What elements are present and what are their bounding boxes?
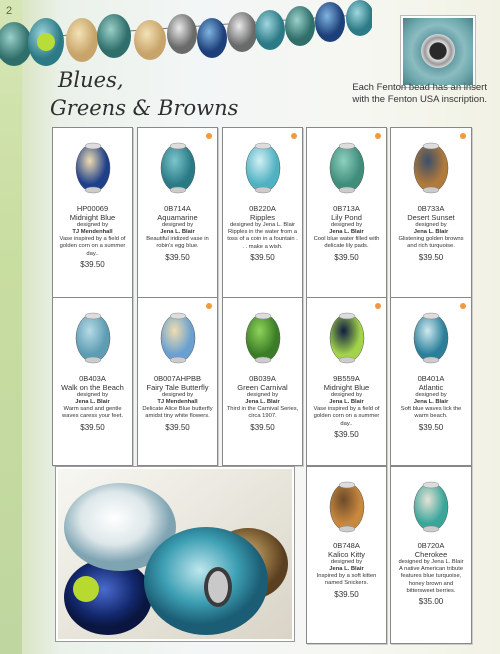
bead-image [73, 140, 113, 196]
designed-by-label: designed by [330, 392, 363, 398]
product-info [394, 204, 468, 263]
bead-image [327, 140, 367, 196]
product-description: Delicate Alice Blue butterfly amidst tiny white flowers. [142, 406, 213, 420]
designer-name: Jena L. Blair [160, 229, 195, 235]
product-info [394, 374, 468, 433]
product-name: Midnight Blue [69, 213, 116, 222]
product-code: 0B220A [249, 204, 276, 213]
beads-closeup-photo [55, 466, 295, 642]
page-number: 2 [6, 5, 13, 17]
designer-name: Jena L. Blair [245, 399, 280, 405]
product-price: $39.50 [250, 422, 275, 432]
product-price: $39.50 [418, 252, 444, 262]
product-info [56, 374, 129, 433]
bead-image [158, 310, 198, 366]
bead-image [327, 310, 367, 366]
product-info [56, 204, 129, 270]
product-price: $39.50 [334, 589, 359, 599]
new-badge-dot [375, 133, 381, 139]
product-price: $39.50 [334, 429, 359, 439]
designed-by-label: designed by [330, 222, 363, 228]
product-description: Cool blue water filled with delicate lily pads. [313, 236, 380, 250]
product-price: $39.50 [250, 252, 275, 262]
product-card [52, 297, 133, 466]
new-badge-dot [460, 303, 466, 309]
fenton-insert-photo [401, 16, 475, 87]
designer-name: Jena L. Blair [329, 399, 364, 405]
product-price: $39.50 [80, 259, 105, 269]
product-code: 0B748A [333, 541, 360, 550]
product-info [226, 374, 299, 433]
bead-strip-image [0, 0, 372, 66]
product-price: $39.50 [165, 252, 190, 262]
product-code: 0B401A [417, 374, 445, 383]
product-card [306, 466, 387, 644]
product-description: Soft blue waves lick the warm beach. [400, 406, 462, 420]
product-code: 0B713A [333, 204, 360, 213]
product-code: 0B720A [417, 541, 445, 550]
product-code: 0B007AHPBB [153, 374, 202, 383]
bead-image [411, 310, 451, 366]
product-name: Walk on the Beach [61, 383, 124, 392]
product-info [310, 541, 383, 600]
product-description: Inspired by a soft kitten named Snickers. [316, 573, 377, 587]
product-name: Cherokee [414, 550, 448, 559]
product-card [137, 297, 218, 466]
product-card [306, 297, 387, 466]
product-description: Ripples in the water from a toss of a coin in a fountain . . . make a wish. [227, 229, 298, 250]
new-badge-dot [375, 303, 381, 309]
new-badge-dot [206, 303, 212, 309]
new-badge-dot [460, 133, 466, 139]
product-description: Beautiful iridized vase in robin's egg blue. [146, 236, 209, 250]
designed-by-label: designed by [330, 559, 363, 565]
product-info [141, 204, 214, 263]
product-card [137, 127, 218, 304]
title-line-1: Blues, [58, 68, 124, 92]
product-code: 0B714A [164, 204, 191, 213]
product-description: Vase inspired by a field of golden corn on a summer day.. [313, 406, 380, 427]
designed-by-label: designed by [76, 392, 109, 398]
bead-image [411, 140, 451, 196]
bead-image [411, 479, 451, 535]
designer-name: Jena L. Blair [413, 229, 449, 235]
new-badge-dot [291, 133, 297, 139]
bead-image [243, 140, 283, 196]
bead-image [327, 479, 367, 535]
designer-name: Jena L. Blair [413, 399, 449, 405]
product-price: $39.50 [418, 422, 444, 432]
designed-by-label: designed by [76, 222, 109, 228]
product-name: Atlantic [418, 383, 444, 392]
bead-image [158, 140, 198, 196]
product-info [310, 374, 383, 440]
product-price: $39.50 [334, 252, 359, 262]
designed-by-label: designed by [161, 392, 194, 398]
designed-by-label: designed by [246, 392, 279, 398]
product-name: Lily Pond [331, 213, 362, 222]
product-info [226, 204, 299, 263]
product-card [222, 297, 303, 466]
page-title [50, 66, 239, 122]
bead-image [73, 310, 113, 366]
product-price: $39.50 [165, 422, 190, 432]
product-description: Third in the Carnival Series, circa 1907. [226, 406, 299, 420]
designer-name: Jena L. Blair [329, 566, 364, 572]
bead-image [243, 310, 283, 366]
designer-name: Jena L. Blair [75, 399, 110, 405]
product-card [222, 127, 303, 304]
product-name: Desert Sunset [407, 213, 455, 222]
designed-by-label: designed by [415, 222, 447, 228]
designed-by-label: designed by Jena L. Blair [398, 559, 464, 565]
product-code: 0B403A [79, 374, 106, 383]
product-info [310, 204, 383, 263]
designed-by-label: designed by [161, 222, 194, 228]
product-description: Warm sand and gentle waves caress your feet. [62, 406, 123, 420]
product-card [306, 127, 387, 304]
product-description: A native American tribute features blue turquoise, honey brown and bittersweet berries. [398, 566, 464, 594]
product-code: 0B039A [249, 374, 276, 383]
designer-name: Jena L. Blair [329, 229, 364, 235]
product-card [390, 127, 472, 304]
product-info [394, 541, 468, 607]
product-code: 9B559A [333, 374, 360, 383]
product-code: 0B733A [417, 204, 445, 213]
new-badge-dot [206, 133, 212, 139]
product-name: Green Carnival [237, 383, 288, 392]
product-price: $39.50 [80, 422, 105, 432]
inscription-note: Each Fenton bead has an insert with the Fenton USA inscription. [352, 82, 487, 105]
product-name: Aquamarine [157, 213, 198, 222]
product-description: Vase inspired by a field of golden corn on a summer day.. [59, 236, 126, 257]
product-code: HP00069 [76, 204, 109, 213]
title-line-2: Greens & Browns [50, 96, 239, 120]
left-color-strip [0, 0, 22, 654]
product-description: Glistening golden browns and rich turquoise. [398, 236, 464, 250]
designer-name: TJ Mendenhall [72, 229, 113, 235]
product-info [141, 374, 214, 433]
designed-by-label: designed by Jena L. Blair [229, 222, 296, 228]
product-card [52, 127, 133, 304]
designed-by-label: designed by [415, 392, 447, 398]
product-card [390, 466, 472, 644]
product-card [390, 297, 472, 466]
product-name: Kalico Kitty [327, 550, 366, 559]
designer-name: TJ Mendenhall [157, 399, 198, 405]
product-name: Ripples [249, 213, 275, 222]
product-name: Fairy Tale Butterfly [146, 383, 209, 392]
product-name: Midnight Blue [323, 383, 370, 392]
product-price: $35.00 [418, 597, 444, 607]
